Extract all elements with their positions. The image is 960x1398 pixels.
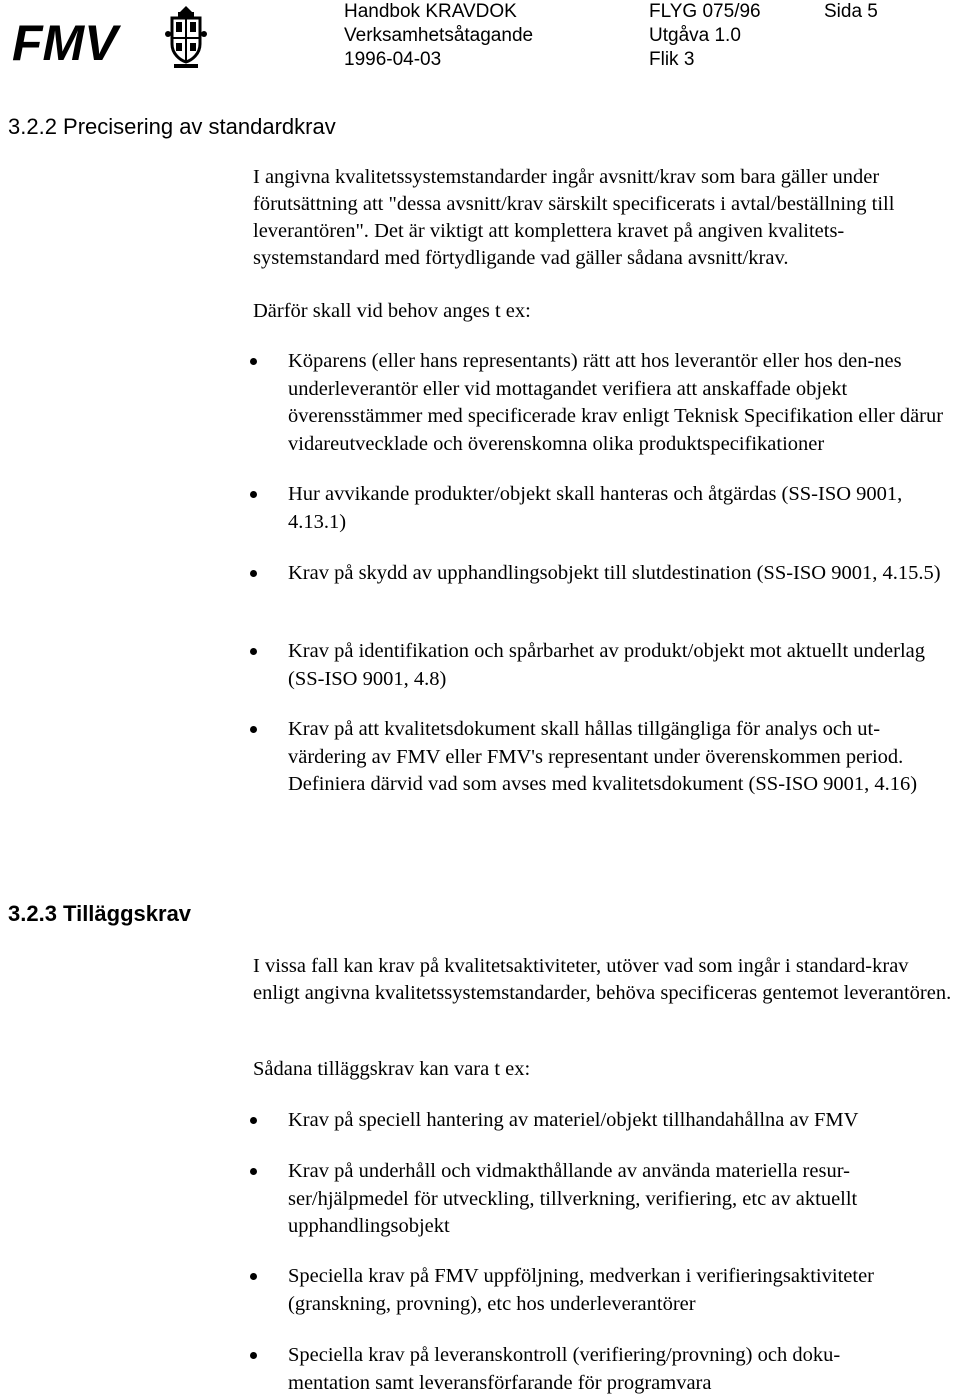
fmv-logo-text: FMV: [12, 15, 118, 71]
paragraph: I vissa fall kan krav på kvalitetsaktiviteter, utöver vad som ingår i standard-krav enligt angivna kvalitetssystemstandarder, behöva specificeras gentemot leverantören.: [253, 955, 952, 1004]
bullet-icon: [250, 1273, 257, 1280]
bullet-icon: [250, 570, 257, 577]
fmv-logo: [12, 4, 212, 81]
bullet-icon: [250, 726, 257, 733]
list-item: Hur avvikande produkter/objekt skall hanteras och åtgärdas (SS-ISO 9001, 4.13.1): [288, 483, 903, 533]
list-item: Krav på skydd av upphandlingsobjekt till slutdestination (SS-ISO 9001, 4.15.5): [288, 562, 941, 584]
list-item: Krav på speciell hantering av materiel/objekt tillhandahållna av FMV: [288, 1109, 859, 1131]
paragraph: Sådana tilläggskrav kan vara t ex:: [253, 1058, 531, 1080]
section-heading-tillaggskrav: 3.2.3 Tilläggskrav: [8, 901, 192, 926]
bullet-icon: [250, 1352, 257, 1359]
edition: Utgåva 1.0: [649, 25, 741, 46]
paragraph-intro: I angivna kvalitetssystemstandarder ingår avsnitt/krav som bara gäller under förutsättning att "dessa avsnitt/krav särskilt specificerats i avtal/beställning till leverantören".: [253, 166, 895, 242]
list-item: Krav på underhåll och vidmakthållande av använda materiella resur-ser/hjälpmedel för utveckling, tillverkning, verifiering, etc av aktuellt upphandlingsobjekt: [288, 1160, 858, 1237]
document-number: FLYG 075/96: [649, 1, 761, 22]
list-item: Köparens (eller hans representants) rätt att hos leverantör eller hos den-nes underleverantör eller vid mottagandet verifiera att anskaffade objekt överensstämmer med specificerade krav enligt Teknisk Specifikation eller därur vidareutvecklade och överenskomna olika produktspecifikationer: [288, 350, 944, 455]
list-item: Speciella krav på leveranskontroll (verifiering/provning) och doku-mentation samt leveransförfarande för programvara: [288, 1344, 841, 1394]
document-date: 1996-04-03: [344, 49, 442, 70]
list-item: Speciella krav på FMV uppföljning, medverkan i verifieringsaktiviteter (granskning, provning), etc hos underleverantörer: [288, 1265, 874, 1315]
section-heading-precisering: 3.2.2 Precisering av standardkrav: [8, 114, 336, 139]
paragraph-emphasis: Det är viktigt att komplettera kravet på angiven kvalitets-systemstandard med förtydligande vad gäller sådana avsnitt/krav.: [253, 220, 845, 269]
bullet-icon: [250, 358, 257, 365]
list-item: Krav på att kvalitetsdokument skall hållas tillgängliga för analys och ut-värdering av FMV eller FMV's representant under överenskommen period. Definiera därvid vad som avses med kvalitetsdokument (SS-ISO 9001, 4.16): [288, 718, 918, 795]
tab-label: Flik 3: [649, 49, 695, 70]
department: Verksamhetsåtagande: [344, 25, 534, 46]
handbook-title: Handbok KRAVDOK: [344, 1, 517, 22]
bullet-icon: [250, 491, 257, 498]
coat-of-arms-icon: [165, 6, 207, 68]
bullet-icon: [250, 1117, 257, 1124]
paragraph: [253, 164, 960, 272]
page-number: Sida 5: [824, 1, 878, 22]
bullet-icon: [250, 648, 257, 655]
bullet-icon: [250, 1168, 257, 1175]
paragraph: Därför skall vid behov anges t ex:: [253, 300, 531, 322]
list-item: Krav på identifikation och spårbarhet av produkt/objekt mot aktuellt underlag (SS-ISO 9001, 4.8): [288, 640, 926, 690]
